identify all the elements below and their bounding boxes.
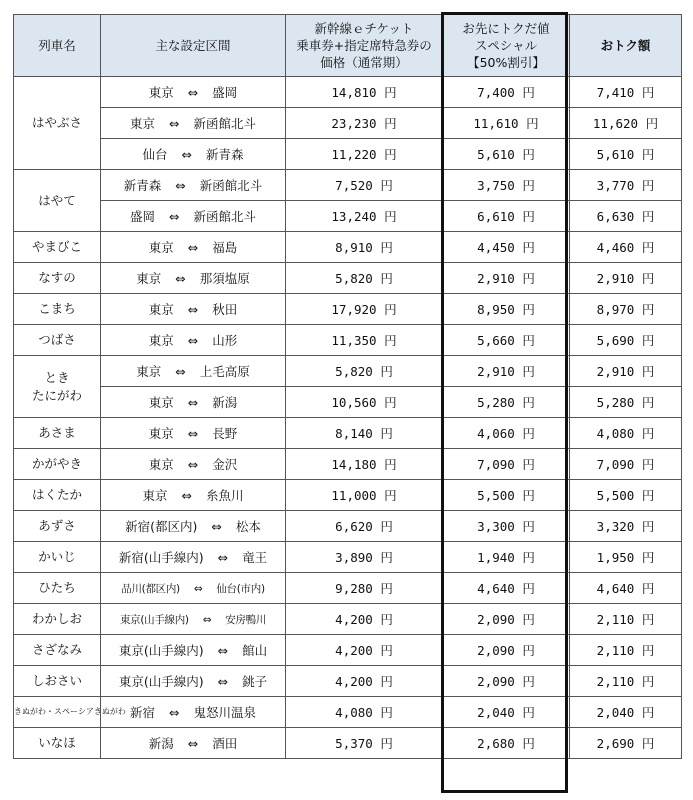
train-name: かいじ [38,549,76,564]
route-destination: 新潟 [212,395,238,410]
discount-price-cell: 11,610 円 [443,108,570,139]
discount-price-cell: 2,910 円 [443,356,570,387]
route-destination: 安房鴨川 [225,613,267,626]
regular-price-cell: 4,200 円 [286,635,443,666]
regular-price-cell: 5,820 円 [286,356,443,387]
discount-price-cell: 2,090 円 [443,666,570,697]
route-origin: 東京(山手線内) [118,643,204,658]
route-destination: 新函館北斗 [193,209,256,224]
fare-table [13,14,682,759]
route-arrow-icon: ⇔ [187,395,199,410]
regular-price-cell: 4,200 円 [286,604,443,635]
route-cell [101,635,286,666]
route-cell [101,542,286,573]
table-row [14,387,682,418]
train-name-cell [14,325,101,356]
route-destination: 松本 [235,519,261,534]
regular-price-cell: 4,080 円 [286,697,443,728]
route-destination: 酒田 [212,736,238,751]
train-name: なすの [38,270,76,285]
route-arrow-icon: ⇔ [187,240,199,255]
header-row [14,15,682,77]
route-origin: 東京 [148,426,174,441]
header-regular-price-line: 新幹線ｅチケット [314,21,414,36]
route-arrow-icon: ⇔ [169,116,180,131]
route-cell [101,728,286,759]
train-name-cell [14,697,126,728]
regular-price-cell: 3,890 円 [286,542,443,573]
table-row [14,294,682,325]
savings-cell: 6,630 円 [570,201,682,232]
savings-cell: 5,500 円 [570,480,682,511]
fare-table-body [14,77,682,759]
route-origin: 新青森 [123,178,162,193]
route-destination: 山形 [212,333,238,348]
train-name-cell [14,232,101,263]
train-name: かがやき [31,456,82,471]
train-name: わかしお [31,611,82,626]
table-row [14,170,682,201]
route-arrow-icon: ⇔ [217,643,229,658]
train-name: はくたか [31,487,82,502]
table-row [14,108,682,139]
header-discount-price-line: スペシャル [474,38,538,53]
table-row [14,573,682,604]
route-cell [101,108,286,139]
regular-price-cell: 4,200 円 [286,666,443,697]
discount-price-cell: 3,300 円 [443,511,570,542]
route-cell [101,480,286,511]
route-arrow-icon: ⇔ [181,147,192,162]
regular-price-cell: 11,220 円 [286,139,443,170]
train-name-cell [14,480,101,511]
route-arrow-icon: ⇔ [181,488,192,503]
train-name: つばさ [38,332,76,347]
savings-cell: 2,110 円 [570,604,682,635]
header-route: 主な設定区間 [101,15,286,77]
savings-cell: 11,620 円 [570,108,682,139]
route-origin: 東京 [148,395,174,410]
train-name-cell [14,418,101,449]
train-name: こまち [38,301,76,316]
header-discount-price-line: 【50%割引】 [467,55,545,70]
train-name-cell [14,263,101,294]
route-cell [101,170,286,201]
route-arrow-icon: ⇔ [187,736,199,751]
route-arrow-icon: ⇔ [193,582,203,595]
header-train-name: 列車名 [14,15,101,77]
regular-price-cell: 11,350 円 [286,325,443,356]
table-row [14,77,682,108]
table-row [14,604,682,635]
savings-cell: 2,110 円 [570,666,682,697]
route-arrow-icon: ⇔ [217,550,229,565]
route-arrow-icon: ⇔ [211,519,222,534]
route-destination: 新函館北斗 [199,178,263,193]
savings-cell: 5,690 円 [570,325,682,356]
train-name: たにがわ [31,387,82,403]
route-cell [101,697,286,728]
regular-price-cell: 6,620 円 [286,511,443,542]
table-row [14,480,682,511]
savings-cell: 5,610 円 [570,139,682,170]
route-destination: 仙台(市内) [216,582,265,595]
route-origin: 東京(山手線内) [119,613,189,626]
route-arrow-icon: ⇔ [187,426,199,441]
discount-price-cell: 8,950 円 [443,294,570,325]
discount-price-cell: 4,640 円 [443,573,570,604]
train-name: きぬがわ・スペーシアきぬがわ [14,707,126,716]
regular-price-cell: 23,230 円 [286,108,443,139]
savings-cell: 5,280 円 [570,387,682,418]
route-destination: 那須塩原 [199,271,250,286]
regular-price-cell: 5,820 円 [286,263,443,294]
table-row [14,263,682,294]
discount-price-cell: 3,750 円 [443,170,570,201]
header-discount-price-line: お先にトクだ値 [462,21,550,36]
regular-price-cell: 13,240 円 [286,201,443,232]
discount-price-cell: 2,090 円 [443,604,570,635]
route-origin: 新潟 [148,736,174,751]
route-cell [101,449,286,480]
train-name-cell [14,294,101,325]
discount-price-cell: 5,610 円 [443,139,570,170]
regular-price-cell: 17,920 円 [286,294,443,325]
train-name: はやて [38,192,76,208]
discount-price-cell: 2,910 円 [443,263,570,294]
train-name: やまびこ [31,239,82,254]
table-row [14,325,682,356]
regular-price-cell: 14,810 円 [286,77,443,108]
regular-price-cell: 8,910 円 [286,232,443,263]
route-arrow-icon: ⇔ [175,364,186,379]
route-origin: 盛岡 [129,209,155,224]
route-cell [101,139,286,170]
discount-price-cell: 5,500 円 [443,480,570,511]
route-arrow-icon: ⇔ [217,674,229,689]
regular-price-cell: 8,140 円 [286,418,443,449]
savings-cell: 2,110 円 [570,635,682,666]
savings-cell: 3,770 円 [570,170,682,201]
route-cell [101,387,286,418]
regular-price-cell: 7,520 円 [286,170,443,201]
route-origin: 東京 [142,488,168,503]
route-cell [101,356,286,387]
route-destination: 盛岡 [212,85,238,100]
header-discount-price [443,15,570,77]
route-cell [101,511,286,542]
route-origin: 新宿(都区内) [125,519,198,534]
route-origin: 東京(山手線内) [118,674,204,689]
savings-cell: 3,320 円 [570,511,682,542]
route-arrow-icon: ⇔ [202,613,212,626]
train-name-cell [14,356,101,418]
train-name-cell [14,573,101,604]
regular-price-cell: 10,560 円 [286,387,443,418]
route-destination: 長野 [212,426,238,441]
train-name-cell [14,635,101,666]
savings-cell: 4,080 円 [570,418,682,449]
route-origin: 新宿 [129,705,155,720]
route-cell [101,325,286,356]
header-regular-price [286,15,443,77]
train-name-cell [14,511,101,542]
header-savings: おトク額 [570,15,682,77]
header-regular-price-line: 乗車券+指定席特急券の [296,38,432,53]
train-name-cell [14,542,101,573]
discount-price-cell: 7,400 円 [443,77,570,108]
route-arrow-icon: ⇔ [187,457,199,472]
savings-cell: 7,410 円 [570,77,682,108]
route-origin: 品川(都区内) [121,582,180,595]
discount-price-cell: 5,660 円 [443,325,570,356]
train-name-cell [14,728,101,759]
route-arrow-icon: ⇔ [175,178,186,193]
train-name: あさま [38,425,76,440]
train-name: とき [44,369,70,385]
train-name-cell [14,77,101,170]
route-destination: 館山 [242,643,268,658]
route-destination: 糸魚川 [205,488,244,503]
table-row [14,666,682,697]
route-cell [101,201,286,232]
discount-price-cell: 4,060 円 [443,418,570,449]
route-origin: 東京 [148,240,174,255]
regular-price-cell: 14,180 円 [286,449,443,480]
savings-cell: 4,640 円 [570,573,682,604]
savings-cell: 7,090 円 [570,449,682,480]
regular-price-cell: 9,280 円 [286,573,443,604]
route-destination: 新函館北斗 [193,116,256,131]
route-arrow-icon: ⇔ [169,705,180,720]
train-name-cell [14,666,101,697]
table-row [14,542,682,573]
discount-price-cell: 2,040 円 [443,697,570,728]
savings-cell: 2,910 円 [570,356,682,387]
route-destination: 金沢 [212,457,238,472]
savings-cell: 2,690 円 [570,728,682,759]
route-destination: 秋田 [212,302,238,317]
table-row [14,511,682,542]
route-origin: 東京 [136,364,162,379]
route-destination: 福島 [212,240,238,255]
train-name-cell [14,449,101,480]
route-origin: 東京 [148,333,174,348]
route-origin: 東京 [129,116,155,131]
train-name: あずさ [38,518,76,533]
route-destination: 上毛高原 [199,364,250,379]
table-row [14,232,682,263]
train-name: さざなみ [31,642,82,657]
discount-price-cell: 2,680 円 [443,728,570,759]
route-cell [101,232,286,263]
table-row [14,728,682,759]
table-row [14,356,682,387]
route-origin: 東京 [148,457,174,472]
train-name-cell [14,170,101,232]
route-origin: 東京 [136,271,162,286]
route-cell [101,418,286,449]
discount-price-cell: 2,090 円 [443,635,570,666]
table-row [14,635,682,666]
regular-price-cell: 5,370 円 [286,728,443,759]
route-cell [101,666,286,697]
discount-price-cell: 4,450 円 [443,232,570,263]
train-name: はやぶさ [31,115,82,130]
route-cell [101,77,286,108]
route-cell [101,604,286,635]
discount-price-cell: 1,940 円 [443,542,570,573]
train-name-cell [14,604,101,635]
regular-price-cell: 11,000 円 [286,480,443,511]
route-arrow-icon: ⇔ [187,85,199,100]
table-row [14,697,682,728]
route-destination: 竜王 [242,550,268,565]
route-cell [101,263,286,294]
savings-cell: 8,970 円 [570,294,682,325]
route-origin: 東京 [148,85,174,100]
route-arrow-icon: ⇔ [175,271,186,286]
header-regular-price-line: 価格（通常期） [320,55,408,70]
route-arrow-icon: ⇔ [187,333,199,348]
route-origin: 仙台 [142,147,168,162]
table-row [14,418,682,449]
discount-price-cell: 7,090 円 [443,449,570,480]
train-name: ひたち [38,580,76,595]
train-name: しおさい [31,673,82,688]
fare-table-wrapper [13,14,681,759]
route-origin: 東京 [148,302,174,317]
route-cell [101,573,286,604]
route-destination: 新青森 [205,147,244,162]
savings-cell: 4,460 円 [570,232,682,263]
discount-price-cell: 6,610 円 [443,201,570,232]
discount-price-cell: 5,280 円 [443,387,570,418]
route-destination: 銚子 [242,674,268,689]
table-row [14,139,682,170]
savings-cell: 2,910 円 [570,263,682,294]
route-arrow-icon: ⇔ [187,302,199,317]
route-origin: 新宿(山手線内) [118,550,204,565]
table-row [14,449,682,480]
savings-cell: 2,040 円 [570,697,682,728]
table-row [14,201,682,232]
train-name: いなほ [38,735,76,750]
route-cell [101,294,286,325]
route-destination: 鬼怒川温泉 [193,705,256,720]
route-arrow-icon: ⇔ [169,209,180,224]
savings-cell: 1,950 円 [570,542,682,573]
